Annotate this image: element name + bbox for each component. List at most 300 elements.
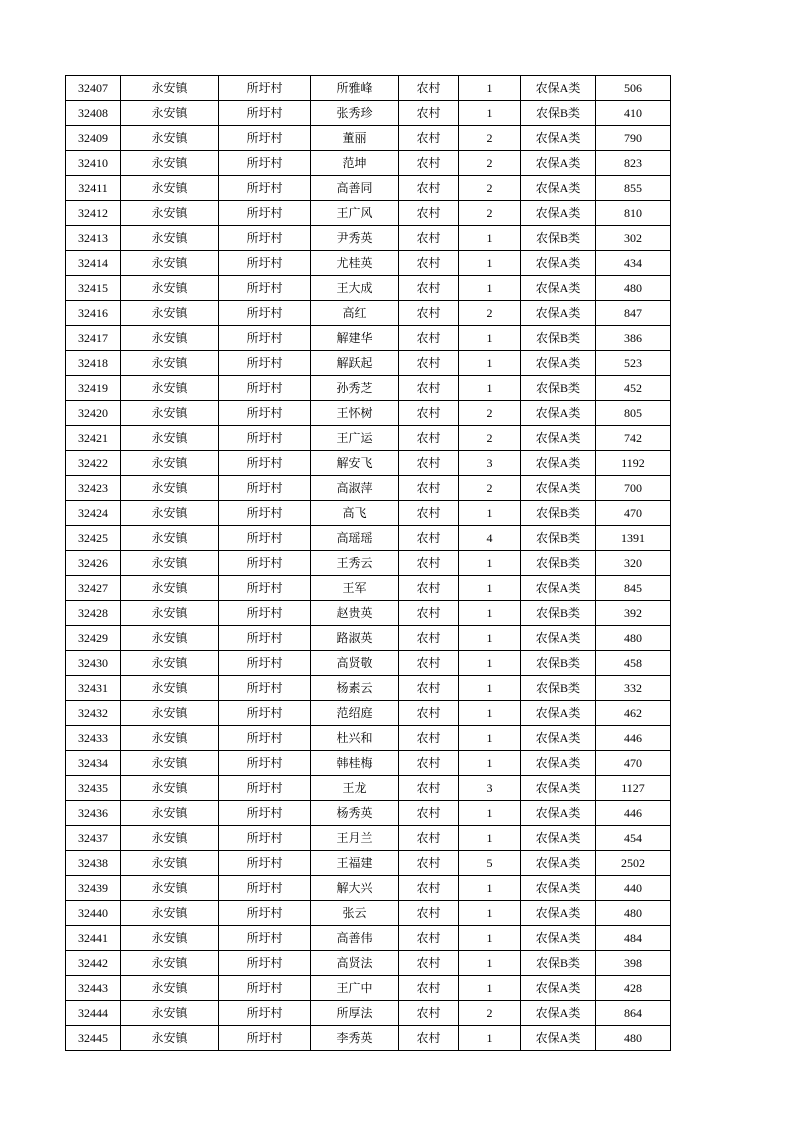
cell-record-id: 32439 bbox=[66, 876, 121, 901]
cell-town: 永安镇 bbox=[121, 326, 219, 351]
cell-person-count: 1 bbox=[459, 76, 521, 101]
cell-household-type: 农村 bbox=[399, 776, 459, 801]
cell-insurance-category: 农保A类 bbox=[521, 426, 596, 451]
cell-person-name: 高善同 bbox=[311, 176, 399, 201]
cell-amount: 523 bbox=[596, 351, 671, 376]
cell-village: 所圩村 bbox=[219, 601, 311, 626]
cell-person-count: 1 bbox=[459, 351, 521, 376]
cell-amount: 428 bbox=[596, 976, 671, 1001]
cell-record-id: 32414 bbox=[66, 251, 121, 276]
cell-person-count: 1 bbox=[459, 876, 521, 901]
cell-record-id: 32409 bbox=[66, 126, 121, 151]
cell-village: 所圩村 bbox=[219, 776, 311, 801]
cell-record-id: 32427 bbox=[66, 576, 121, 601]
cell-town: 永安镇 bbox=[121, 451, 219, 476]
cell-person-name: 王大成 bbox=[311, 276, 399, 301]
cell-amount: 470 bbox=[596, 501, 671, 526]
cell-record-id: 32415 bbox=[66, 276, 121, 301]
cell-insurance-category: 农保B类 bbox=[521, 651, 596, 676]
cell-insurance-category: 农保A类 bbox=[521, 751, 596, 776]
cell-town: 永安镇 bbox=[121, 676, 219, 701]
table-row bbox=[66, 451, 671, 476]
cell-insurance-category: 农保A类 bbox=[521, 801, 596, 826]
cell-insurance-category: 农保B类 bbox=[521, 601, 596, 626]
cell-town: 永安镇 bbox=[121, 651, 219, 676]
cell-person-count: 1 bbox=[459, 651, 521, 676]
cell-person-count: 1 bbox=[459, 726, 521, 751]
cell-person-name: 解安飞 bbox=[311, 451, 399, 476]
cell-record-id: 32425 bbox=[66, 526, 121, 551]
cell-household-type: 农村 bbox=[399, 351, 459, 376]
cell-person-name: 张云 bbox=[311, 901, 399, 926]
table-row bbox=[66, 1001, 671, 1026]
cell-household-type: 农村 bbox=[399, 501, 459, 526]
cell-village: 所圩村 bbox=[219, 951, 311, 976]
cell-amount: 855 bbox=[596, 176, 671, 201]
cell-record-id: 32417 bbox=[66, 326, 121, 351]
cell-record-id: 32440 bbox=[66, 901, 121, 926]
cell-person-count: 3 bbox=[459, 451, 521, 476]
cell-insurance-category: 农保B类 bbox=[521, 501, 596, 526]
cell-person-name: 王福建 bbox=[311, 851, 399, 876]
cell-town: 永安镇 bbox=[121, 1001, 219, 1026]
cell-town: 永安镇 bbox=[121, 151, 219, 176]
table-row bbox=[66, 976, 671, 1001]
cell-household-type: 农村 bbox=[399, 826, 459, 851]
cell-person-name: 高贤法 bbox=[311, 951, 399, 976]
cell-village: 所圩村 bbox=[219, 976, 311, 1001]
cell-household-type: 农村 bbox=[399, 751, 459, 776]
cell-person-name: 解跃起 bbox=[311, 351, 399, 376]
cell-village: 所圩村 bbox=[219, 1026, 311, 1051]
cell-amount: 845 bbox=[596, 576, 671, 601]
cell-household-type: 农村 bbox=[399, 226, 459, 251]
cell-person-count: 2 bbox=[459, 1001, 521, 1026]
cell-town: 永安镇 bbox=[121, 251, 219, 276]
cell-town: 永安镇 bbox=[121, 576, 219, 601]
cell-person-name: 孙秀芝 bbox=[311, 376, 399, 401]
cell-village: 所圩村 bbox=[219, 151, 311, 176]
cell-record-id: 32434 bbox=[66, 751, 121, 776]
cell-record-id: 32407 bbox=[66, 76, 121, 101]
cell-household-type: 农村 bbox=[399, 551, 459, 576]
cell-insurance-category: 农保B类 bbox=[521, 951, 596, 976]
cell-record-id: 32420 bbox=[66, 401, 121, 426]
cell-person-count: 2 bbox=[459, 401, 521, 426]
cell-person-count: 2 bbox=[459, 476, 521, 501]
cell-record-id: 32431 bbox=[66, 676, 121, 701]
cell-village: 所圩村 bbox=[219, 876, 311, 901]
cell-village: 所圩村 bbox=[219, 651, 311, 676]
cell-person-count: 1 bbox=[459, 901, 521, 926]
cell-person-count: 2 bbox=[459, 426, 521, 451]
cell-person-name: 尤桂英 bbox=[311, 251, 399, 276]
cell-town: 永安镇 bbox=[121, 1026, 219, 1051]
cell-town: 永安镇 bbox=[121, 926, 219, 951]
cell-town: 永安镇 bbox=[121, 776, 219, 801]
table-row bbox=[66, 176, 671, 201]
cell-person-count: 2 bbox=[459, 126, 521, 151]
cell-town: 永安镇 bbox=[121, 826, 219, 851]
cell-person-count: 1 bbox=[459, 251, 521, 276]
cell-amount: 446 bbox=[596, 726, 671, 751]
cell-person-name: 范绍庭 bbox=[311, 701, 399, 726]
cell-insurance-category: 农保B类 bbox=[521, 101, 596, 126]
cell-record-id: 32430 bbox=[66, 651, 121, 676]
cell-village: 所圩村 bbox=[219, 676, 311, 701]
cell-record-id: 32443 bbox=[66, 976, 121, 1001]
cell-person-name: 王军 bbox=[311, 576, 399, 601]
cell-village: 所圩村 bbox=[219, 126, 311, 151]
cell-person-name: 王广运 bbox=[311, 426, 399, 451]
table-body bbox=[66, 76, 671, 1051]
cell-person-count: 1 bbox=[459, 826, 521, 851]
cell-person-name: 所厚法 bbox=[311, 1001, 399, 1026]
cell-household-type: 农村 bbox=[399, 876, 459, 901]
cell-village: 所圩村 bbox=[219, 401, 311, 426]
cell-person-name: 王秀云 bbox=[311, 551, 399, 576]
cell-village: 所圩村 bbox=[219, 476, 311, 501]
cell-household-type: 农村 bbox=[399, 201, 459, 226]
table-row bbox=[66, 526, 671, 551]
cell-household-type: 农村 bbox=[399, 276, 459, 301]
cell-amount: 742 bbox=[596, 426, 671, 451]
table-row bbox=[66, 901, 671, 926]
cell-household-type: 农村 bbox=[399, 526, 459, 551]
cell-amount: 470 bbox=[596, 751, 671, 776]
table-row bbox=[66, 376, 671, 401]
cell-person-count: 1 bbox=[459, 101, 521, 126]
cell-village: 所圩村 bbox=[219, 176, 311, 201]
cell-record-id: 32422 bbox=[66, 451, 121, 476]
cell-village: 所圩村 bbox=[219, 801, 311, 826]
cell-amount: 480 bbox=[596, 901, 671, 926]
cell-person-name: 杨素云 bbox=[311, 676, 399, 701]
cell-person-name: 高善伟 bbox=[311, 926, 399, 951]
cell-person-count: 2 bbox=[459, 301, 521, 326]
cell-household-type: 农村 bbox=[399, 451, 459, 476]
cell-person-name: 范坤 bbox=[311, 151, 399, 176]
cell-household-type: 农村 bbox=[399, 901, 459, 926]
cell-village: 所圩村 bbox=[219, 501, 311, 526]
cell-amount: 805 bbox=[596, 401, 671, 426]
table-row bbox=[66, 126, 671, 151]
cell-household-type: 农村 bbox=[399, 951, 459, 976]
cell-village: 所圩村 bbox=[219, 926, 311, 951]
table-row bbox=[66, 426, 671, 451]
cell-person-name: 王广风 bbox=[311, 201, 399, 226]
cell-person-name: 王广中 bbox=[311, 976, 399, 1001]
cell-household-type: 农村 bbox=[399, 801, 459, 826]
cell-person-name: 高飞 bbox=[311, 501, 399, 526]
cell-insurance-category: 农保B类 bbox=[521, 676, 596, 701]
table-row bbox=[66, 1026, 671, 1051]
cell-insurance-category: 农保A类 bbox=[521, 926, 596, 951]
cell-amount: 1391 bbox=[596, 526, 671, 551]
cell-amount: 302 bbox=[596, 226, 671, 251]
cell-town: 永安镇 bbox=[121, 76, 219, 101]
cell-household-type: 农村 bbox=[399, 676, 459, 701]
cell-household-type: 农村 bbox=[399, 126, 459, 151]
cell-person-count: 2 bbox=[459, 151, 521, 176]
cell-town: 永安镇 bbox=[121, 501, 219, 526]
table-row bbox=[66, 276, 671, 301]
cell-person-count: 1 bbox=[459, 951, 521, 976]
cell-village: 所圩村 bbox=[219, 701, 311, 726]
cell-town: 永安镇 bbox=[121, 951, 219, 976]
cell-person-name: 王龙 bbox=[311, 776, 399, 801]
cell-village: 所圩村 bbox=[219, 301, 311, 326]
cell-town: 永安镇 bbox=[121, 201, 219, 226]
cell-household-type: 农村 bbox=[399, 251, 459, 276]
cell-village: 所圩村 bbox=[219, 576, 311, 601]
cell-record-id: 32410 bbox=[66, 151, 121, 176]
cell-amount: 462 bbox=[596, 701, 671, 726]
cell-insurance-category: 农保A类 bbox=[521, 701, 596, 726]
cell-person-count: 1 bbox=[459, 976, 521, 1001]
cell-record-id: 32445 bbox=[66, 1026, 121, 1051]
cell-village: 所圩村 bbox=[219, 1001, 311, 1026]
cell-village: 所圩村 bbox=[219, 201, 311, 226]
cell-town: 永安镇 bbox=[121, 801, 219, 826]
cell-record-id: 32444 bbox=[66, 1001, 121, 1026]
cell-insurance-category: 农保A类 bbox=[521, 251, 596, 276]
cell-insurance-category: 农保A类 bbox=[521, 176, 596, 201]
cell-town: 永安镇 bbox=[121, 126, 219, 151]
cell-insurance-category: 农保A类 bbox=[521, 451, 596, 476]
cell-record-id: 32441 bbox=[66, 926, 121, 951]
cell-insurance-category: 农保A类 bbox=[521, 1001, 596, 1026]
table-row bbox=[66, 576, 671, 601]
cell-amount: 454 bbox=[596, 826, 671, 851]
cell-insurance-category: 农保A类 bbox=[521, 476, 596, 501]
cell-amount: 392 bbox=[596, 601, 671, 626]
cell-person-count: 1 bbox=[459, 501, 521, 526]
cell-insurance-category: 农保A类 bbox=[521, 1026, 596, 1051]
cell-amount: 440 bbox=[596, 876, 671, 901]
table-row bbox=[66, 301, 671, 326]
cell-person-name: 路淑英 bbox=[311, 626, 399, 651]
table-row bbox=[66, 501, 671, 526]
cell-record-id: 32426 bbox=[66, 551, 121, 576]
cell-person-count: 3 bbox=[459, 776, 521, 801]
cell-person-name: 高贤敬 bbox=[311, 651, 399, 676]
cell-person-name: 高淑萍 bbox=[311, 476, 399, 501]
cell-record-id: 32408 bbox=[66, 101, 121, 126]
cell-village: 所圩村 bbox=[219, 351, 311, 376]
cell-amount: 446 bbox=[596, 801, 671, 826]
table-row bbox=[66, 251, 671, 276]
cell-insurance-category: 农保A类 bbox=[521, 151, 596, 176]
cell-insurance-category: 农保A类 bbox=[521, 201, 596, 226]
cell-record-id: 32416 bbox=[66, 301, 121, 326]
cell-person-count: 2 bbox=[459, 201, 521, 226]
cell-person-count: 1 bbox=[459, 926, 521, 951]
table-row bbox=[66, 801, 671, 826]
cell-town: 永安镇 bbox=[121, 351, 219, 376]
cell-insurance-category: 农保A类 bbox=[521, 726, 596, 751]
cell-person-count: 1 bbox=[459, 1026, 521, 1051]
cell-village: 所圩村 bbox=[219, 551, 311, 576]
cell-village: 所圩村 bbox=[219, 76, 311, 101]
cell-insurance-category: 农保A类 bbox=[521, 301, 596, 326]
cell-household-type: 农村 bbox=[399, 176, 459, 201]
cell-household-type: 农村 bbox=[399, 151, 459, 176]
cell-household-type: 农村 bbox=[399, 576, 459, 601]
table-row bbox=[66, 351, 671, 376]
table-row bbox=[66, 201, 671, 226]
cell-person-count: 1 bbox=[459, 626, 521, 651]
cell-insurance-category: 农保B类 bbox=[521, 326, 596, 351]
cell-household-type: 农村 bbox=[399, 1026, 459, 1051]
cell-household-type: 农村 bbox=[399, 401, 459, 426]
cell-amount: 320 bbox=[596, 551, 671, 576]
cell-amount: 480 bbox=[596, 276, 671, 301]
table-row bbox=[66, 776, 671, 801]
cell-person-name: 张秀珍 bbox=[311, 101, 399, 126]
cell-record-id: 32432 bbox=[66, 701, 121, 726]
cell-person-count: 1 bbox=[459, 551, 521, 576]
cell-person-name: 解大兴 bbox=[311, 876, 399, 901]
cell-amount: 810 bbox=[596, 201, 671, 226]
cell-insurance-category: 农保A类 bbox=[521, 276, 596, 301]
cell-record-id: 32433 bbox=[66, 726, 121, 751]
table-row bbox=[66, 101, 671, 126]
cell-insurance-category: 农保A类 bbox=[521, 976, 596, 1001]
cell-insurance-category: 农保B类 bbox=[521, 226, 596, 251]
cell-insurance-category: 农保A类 bbox=[521, 576, 596, 601]
cell-amount: 484 bbox=[596, 926, 671, 951]
cell-person-count: 1 bbox=[459, 751, 521, 776]
cell-record-id: 32411 bbox=[66, 176, 121, 201]
cell-insurance-category: 农保A类 bbox=[521, 401, 596, 426]
cell-record-id: 32418 bbox=[66, 351, 121, 376]
cell-amount: 823 bbox=[596, 151, 671, 176]
cell-person-name: 王怀树 bbox=[311, 401, 399, 426]
cell-town: 永安镇 bbox=[121, 301, 219, 326]
cell-town: 永安镇 bbox=[121, 526, 219, 551]
cell-town: 永安镇 bbox=[121, 851, 219, 876]
cell-town: 永安镇 bbox=[121, 876, 219, 901]
cell-village: 所圩村 bbox=[219, 826, 311, 851]
cell-amount: 790 bbox=[596, 126, 671, 151]
cell-amount: 2502 bbox=[596, 851, 671, 876]
cell-record-id: 32437 bbox=[66, 826, 121, 851]
cell-town: 永安镇 bbox=[121, 426, 219, 451]
cell-village: 所圩村 bbox=[219, 751, 311, 776]
cell-person-name: 解建华 bbox=[311, 326, 399, 351]
cell-person-name: 高红 bbox=[311, 301, 399, 326]
cell-insurance-category: 农保B类 bbox=[521, 526, 596, 551]
table-row bbox=[66, 726, 671, 751]
cell-person-name: 赵贵英 bbox=[311, 601, 399, 626]
cell-person-name: 杜兴和 bbox=[311, 726, 399, 751]
cell-village: 所圩村 bbox=[219, 851, 311, 876]
cell-insurance-category: 农保A类 bbox=[521, 826, 596, 851]
cell-person-name: 尹秀英 bbox=[311, 226, 399, 251]
cell-insurance-category: 农保B类 bbox=[521, 376, 596, 401]
cell-person-count: 1 bbox=[459, 226, 521, 251]
cell-town: 永安镇 bbox=[121, 601, 219, 626]
cell-insurance-category: 农保A类 bbox=[521, 776, 596, 801]
cell-person-name: 董丽 bbox=[311, 126, 399, 151]
cell-town: 永安镇 bbox=[121, 976, 219, 1001]
table-row bbox=[66, 226, 671, 251]
cell-amount: 1127 bbox=[596, 776, 671, 801]
table-row bbox=[66, 626, 671, 651]
cell-person-count: 1 bbox=[459, 701, 521, 726]
cell-village: 所圩村 bbox=[219, 426, 311, 451]
cell-insurance-category: 农保A类 bbox=[521, 876, 596, 901]
cell-insurance-category: 农保A类 bbox=[521, 901, 596, 926]
cell-town: 永安镇 bbox=[121, 476, 219, 501]
cell-insurance-category: 农保A类 bbox=[521, 126, 596, 151]
cell-person-count: 1 bbox=[459, 801, 521, 826]
cell-record-id: 32412 bbox=[66, 201, 121, 226]
cell-town: 永安镇 bbox=[121, 726, 219, 751]
cell-record-id: 32428 bbox=[66, 601, 121, 626]
cell-household-type: 农村 bbox=[399, 376, 459, 401]
cell-person-name: 韩桂梅 bbox=[311, 751, 399, 776]
cell-amount: 480 bbox=[596, 626, 671, 651]
cell-village: 所圩村 bbox=[219, 376, 311, 401]
table-row bbox=[66, 926, 671, 951]
cell-amount: 386 bbox=[596, 326, 671, 351]
cell-amount: 480 bbox=[596, 1026, 671, 1051]
cell-person-count: 1 bbox=[459, 326, 521, 351]
cell-person-count: 1 bbox=[459, 601, 521, 626]
cell-insurance-category: 农保A类 bbox=[521, 76, 596, 101]
cell-person-count: 5 bbox=[459, 851, 521, 876]
cell-household-type: 农村 bbox=[399, 476, 459, 501]
cell-record-id: 32442 bbox=[66, 951, 121, 976]
cell-record-id: 32421 bbox=[66, 426, 121, 451]
cell-person-count: 4 bbox=[459, 526, 521, 551]
cell-town: 永安镇 bbox=[121, 751, 219, 776]
cell-amount: 458 bbox=[596, 651, 671, 676]
cell-village: 所圩村 bbox=[219, 326, 311, 351]
cell-town: 永安镇 bbox=[121, 101, 219, 126]
cell-village: 所圩村 bbox=[219, 526, 311, 551]
cell-town: 永安镇 bbox=[121, 701, 219, 726]
cell-household-type: 农村 bbox=[399, 426, 459, 451]
cell-household-type: 农村 bbox=[399, 326, 459, 351]
cell-person-name: 杨秀英 bbox=[311, 801, 399, 826]
cell-household-type: 农村 bbox=[399, 626, 459, 651]
table-row bbox=[66, 826, 671, 851]
cell-amount: 452 bbox=[596, 376, 671, 401]
cell-amount: 434 bbox=[596, 251, 671, 276]
cell-person-name: 所雅峰 bbox=[311, 76, 399, 101]
cell-household-type: 农村 bbox=[399, 976, 459, 1001]
table-row bbox=[66, 76, 671, 101]
cell-insurance-category: 农保A类 bbox=[521, 351, 596, 376]
cell-household-type: 农村 bbox=[399, 601, 459, 626]
cell-town: 永安镇 bbox=[121, 401, 219, 426]
cell-household-type: 农村 bbox=[399, 701, 459, 726]
cell-record-id: 32435 bbox=[66, 776, 121, 801]
table-row bbox=[66, 751, 671, 776]
cell-household-type: 农村 bbox=[399, 301, 459, 326]
cell-town: 永安镇 bbox=[121, 276, 219, 301]
cell-record-id: 32436 bbox=[66, 801, 121, 826]
cell-insurance-category: 农保A类 bbox=[521, 626, 596, 651]
cell-person-name: 李秀英 bbox=[311, 1026, 399, 1051]
cell-record-id: 32423 bbox=[66, 476, 121, 501]
cell-town: 永安镇 bbox=[121, 376, 219, 401]
cell-village: 所圩村 bbox=[219, 451, 311, 476]
cell-amount: 398 bbox=[596, 951, 671, 976]
